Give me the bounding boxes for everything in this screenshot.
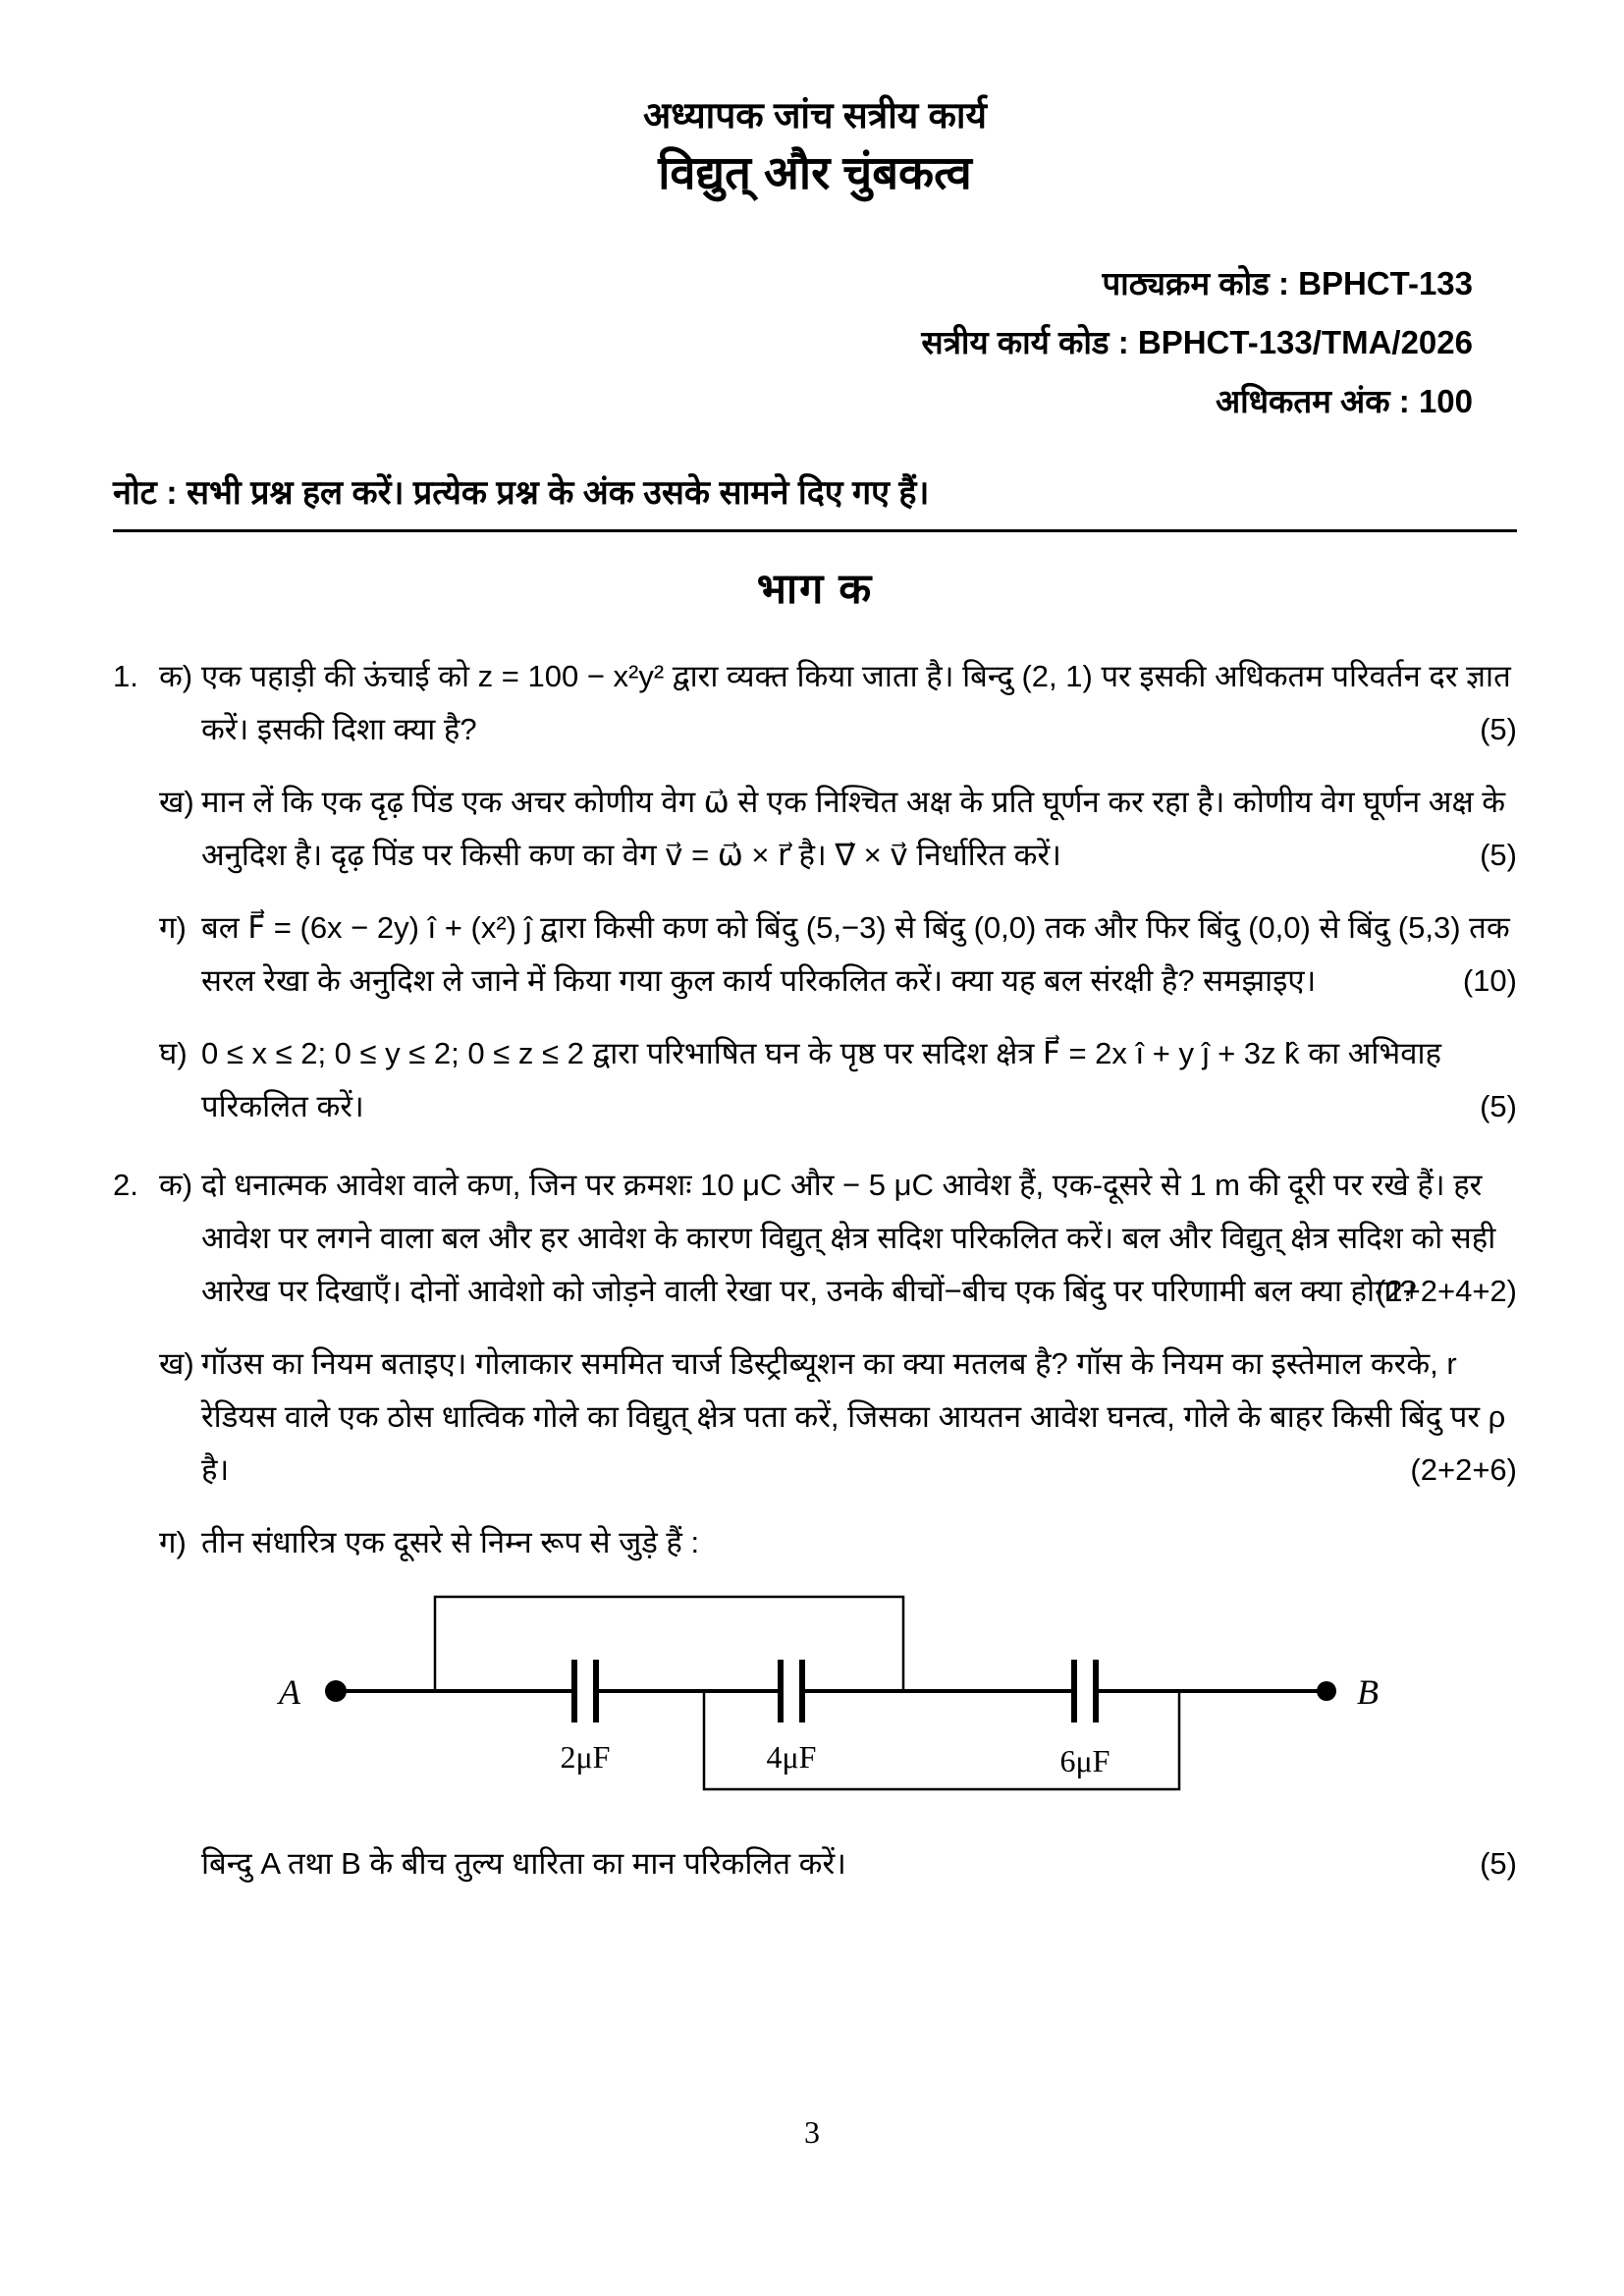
question-1b-text: मान लें कि एक दृढ़ पिंड एक अचर कोणीय वेग ω⃗ से एक निश्चित अक्ष के प्रति घूर्णन कर रहा है। कोणीय वेग घूर्णन अक्ष के अनुदिश है। दृढ़ पिंड पर किसी कण का वेग v⃗ = ω⃗ × r⃗ है। ∇⃗ × v⃗ निर्धारित करें।	[201, 785, 1506, 872]
max-marks-value: 100	[1418, 383, 1473, 419]
question-1c-text: बल F⃗ = (6x − 2y) î + (x²) ĵ द्वारा किसी कण को बिंदु (5,−3) से बिंदु (0,0) तक और फिर बिंदु (0,0) से बिंदु (5,3) तक सरल रेखा के अनुदिश ले जाने में किया गया कुल कार्य परिकलित करें। क्या यह बल संरक्षी है? समझाइए।	[201, 910, 1510, 998]
question-1a-marks: (5)	[1480, 712, 1517, 746]
question-1-part-b	[113, 776, 1517, 882]
assignment-code-value: BPHCT-133/TMA/2026	[1137, 324, 1473, 360]
part-letter: क)	[159, 659, 193, 693]
question-2-number: 2.	[113, 1168, 138, 1202]
question-2b-marks: (2+2+6)	[1410, 1452, 1517, 1487]
question-2a-marks: (2+2+4+2)	[1376, 1274, 1517, 1308]
question-1d-text: 0 ≤ x ≤ 2; 0 ≤ y ≤ 2; 0 ≤ z ≤ 2 द्वारा परिभाषित घन के पृष्ठ पर सदिश क्षेत्र F⃗ = 2x î + y ĵ + 3z k̂ का अभिवाह परिकलित करें।	[201, 1036, 1441, 1123]
capacitor-6uF-label: 6μF	[1059, 1743, 1110, 1778]
document-title-block	[113, 93, 1517, 201]
question-1a-text: एक पहाड़ी की ऊंचाई को z = 100 − x²y² द्वारा व्यक्त किया जाता है। बिन्दु (2, 1) पर इसकी अधिकतम परिवर्तन दर ज्ञात करें। इसकी दिशा क्या है?	[201, 659, 1511, 746]
question-2c-intro-text: तीन संधारित्र एक दूसरे से निम्न रूप से जुड़े हैं :	[201, 1525, 700, 1559]
course-code-value: BPHCT-133	[1298, 265, 1473, 301]
question-1-part-a	[113, 650, 1517, 756]
part-letter: ख)	[159, 785, 194, 819]
question-1b-marks: (5)	[1480, 838, 1517, 872]
capacitor-circuit-figure	[260, 1583, 1517, 1818]
max-marks-line	[113, 372, 1473, 431]
capacitor-2uF-label: 2μF	[560, 1739, 611, 1775]
question-1-part-c	[113, 902, 1517, 1008]
page-number: 3	[804, 2114, 820, 2150]
part-letter: घ)	[159, 1036, 188, 1070]
terminal-a-label: A	[279, 1672, 300, 1712]
question-2a-text: दो धनात्मक आवेश वाले कण, जिन पर क्रमशः 10 μC और − 5 μC आवेश हैं, एक-दूसरे से 1 m की दूरी पर रखे हैं। हर आवेश पर लगने वाला बल और हर आवेश के कारण विद्युत् क्षेत्र सदिश परिकलित करें। बल और विद्युत् क्षेत्र सदिश को सही आरेख पर दिखाएँ। दोनों आवेशो को जोड़ने वाली रेखा पर, उनके बीचों−बीच एक बिंदु पर परिणामी बल क्या होगा?	[201, 1168, 1496, 1308]
capacitor-6uF-plates	[1074, 1660, 1096, 1722]
assignment-type-title: अध्यापक जांच सत्रीय कार्य	[643, 95, 987, 136]
course-code-line	[113, 254, 1473, 313]
part-letter: ख)	[159, 1346, 194, 1381]
question-2b-text: गॉउस का नियम बताइए। गोलाकार सममित चार्ज डिस्ट्रीब्यूशन का क्या मतलब है? गॉस के नियम का इस्तेमाल करके, r रेडियस वाले एक ठोस धात्विक गोले का विद्युत् क्षेत्र पता करें, जिसका आयतन आवेश घनत्व, गोले के बाहर किसी बिंदु पर ρ है।	[201, 1346, 1506, 1487]
question-1	[113, 650, 1517, 1133]
question-1-part-d	[113, 1027, 1517, 1133]
capacitor-4uF-plates	[781, 1660, 802, 1722]
capacitor-4uF-label: 4μF	[766, 1739, 817, 1775]
max-marks-label: अधिकतम अंक :	[1215, 383, 1410, 419]
terminal-b-label: B	[1357, 1672, 1379, 1712]
question-1c-marks: (10)	[1462, 963, 1517, 998]
part-letter: ग)	[159, 1525, 187, 1559]
question-2-part-b	[113, 1338, 1517, 1497]
circuit-diagram-svg	[260, 1583, 1399, 1801]
course-meta-block	[113, 254, 1517, 431]
question-2-part-c	[113, 1516, 1517, 1890]
assignment-code-line	[113, 313, 1473, 372]
instruction-note: नोट : सभी प्रश्न हल करें। प्रत्येक प्रश्न के अंक उसके सामने दिए गए हैं।	[113, 470, 1517, 532]
question-list	[113, 650, 1517, 1890]
capacitor-2uF-plates	[574, 1660, 596, 1722]
question-2c-outro-line	[201, 1837, 1517, 1890]
course-code-label: पाठ्यक्रम कोड :	[1102, 265, 1289, 301]
part-letter: ग)	[159, 910, 187, 945]
question-2	[113, 1159, 1517, 1890]
question-2c-marks: (5)	[1480, 1846, 1517, 1881]
part-letter: क)	[159, 1168, 193, 1202]
question-1d-marks: (5)	[1480, 1089, 1517, 1123]
course-title: विद्युत् और चुंबकत्व	[658, 146, 972, 198]
question-1-number: 1.	[113, 659, 138, 693]
assignment-code-label: सत्रीय कार्य कोड :	[921, 324, 1129, 360]
section-title: भाग क	[756, 566, 874, 613]
question-2c-outro-text: बिन्दु A तथा B के बीच तुल्य धारिता का मान परिकलित करें।	[201, 1846, 846, 1881]
top-bypass-wire	[435, 1597, 903, 1691]
question-2-part-a	[113, 1159, 1517, 1318]
